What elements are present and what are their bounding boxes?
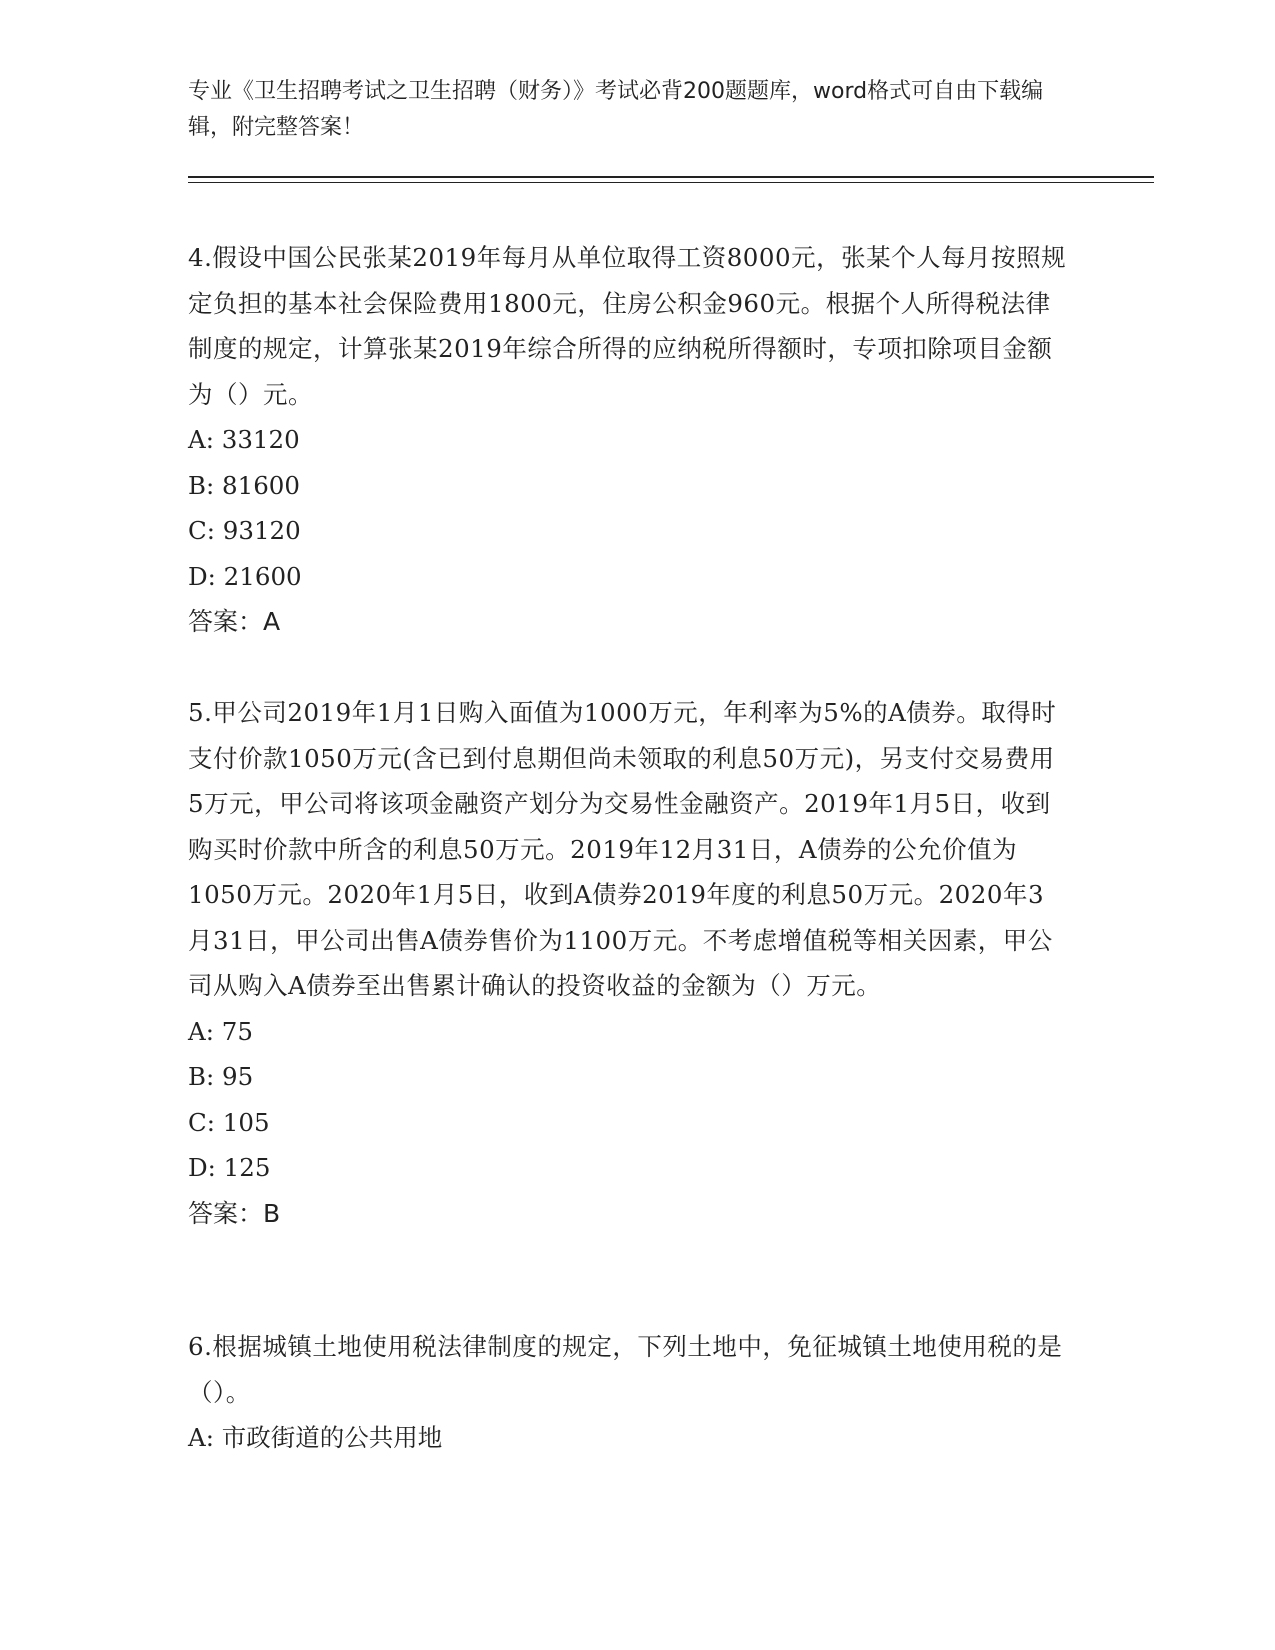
option-c: C: 93120 xyxy=(188,516,301,545)
answer-line: 答案：B xyxy=(188,1198,281,1228)
header-rule-top xyxy=(188,176,1154,178)
option-d: D: 21600 xyxy=(188,561,302,591)
option-a: A: 市政街道的公共用地 xyxy=(188,1423,443,1452)
option-b: B: 81600 xyxy=(188,470,300,500)
option-d: D: 125 xyxy=(188,1153,271,1182)
question-6 xyxy=(188,1324,1068,1461)
question-stem: 4.假设中国公民张某2019年每月从单位取得工资8000元，张某个人每月按照规定负担的基本社会保险费用1800元，住房公积金960元。根据个人所得税法律制度的规定，计算张某2019年综合所得的应纳税所得额时，专项扣除项目金额为（）元。 xyxy=(188,243,1067,409)
option-a: A: 33120 xyxy=(188,425,300,454)
question-stem: 5.甲公司2019年1月1日购入面值为1000万元，年利率为5%的A债券。取得时支付价款1050万元(含已到付息期但尚未领取的利息50万元)，另支付交易费用5万元，甲公司将该项金融资产划分为交易性金融资产。2019年1月5日，收到购买时价款中所含的利息50万元。2019年12月31日，A债券的公允价值为1050万元。2020年1月5日，收到A债券2019年度的利息50万元。2020年3月31日，甲公司出售A债券售价为1100万元。不考虑增值税等相关因素，甲公司从购入A债券至出售累计确认的投资收益的金额为（）万元。 xyxy=(188,698,1057,1000)
option-a: A: 75 xyxy=(188,1016,253,1046)
question-stem: 6.根据城镇土地使用税法律制度的规定，下列土地中，免征城镇土地使用税的是（）。 xyxy=(188,1332,1063,1407)
option-b: B: 95 xyxy=(188,1062,254,1091)
option-list xyxy=(188,1009,1068,1191)
option-list xyxy=(188,1415,1068,1461)
document-header: 专业《卫生招聘考试之卫生招聘（财务）》考试必背200题题库，word格式可自由下载编辑，附完整答案！ xyxy=(188,79,1044,140)
question-5 xyxy=(188,690,1068,1236)
option-list xyxy=(188,417,1068,599)
header-rule-bottom xyxy=(188,182,1154,183)
option-c: C: 105 xyxy=(188,1107,270,1137)
answer-line: 答案：A xyxy=(188,607,281,636)
question-4 xyxy=(188,235,1068,645)
